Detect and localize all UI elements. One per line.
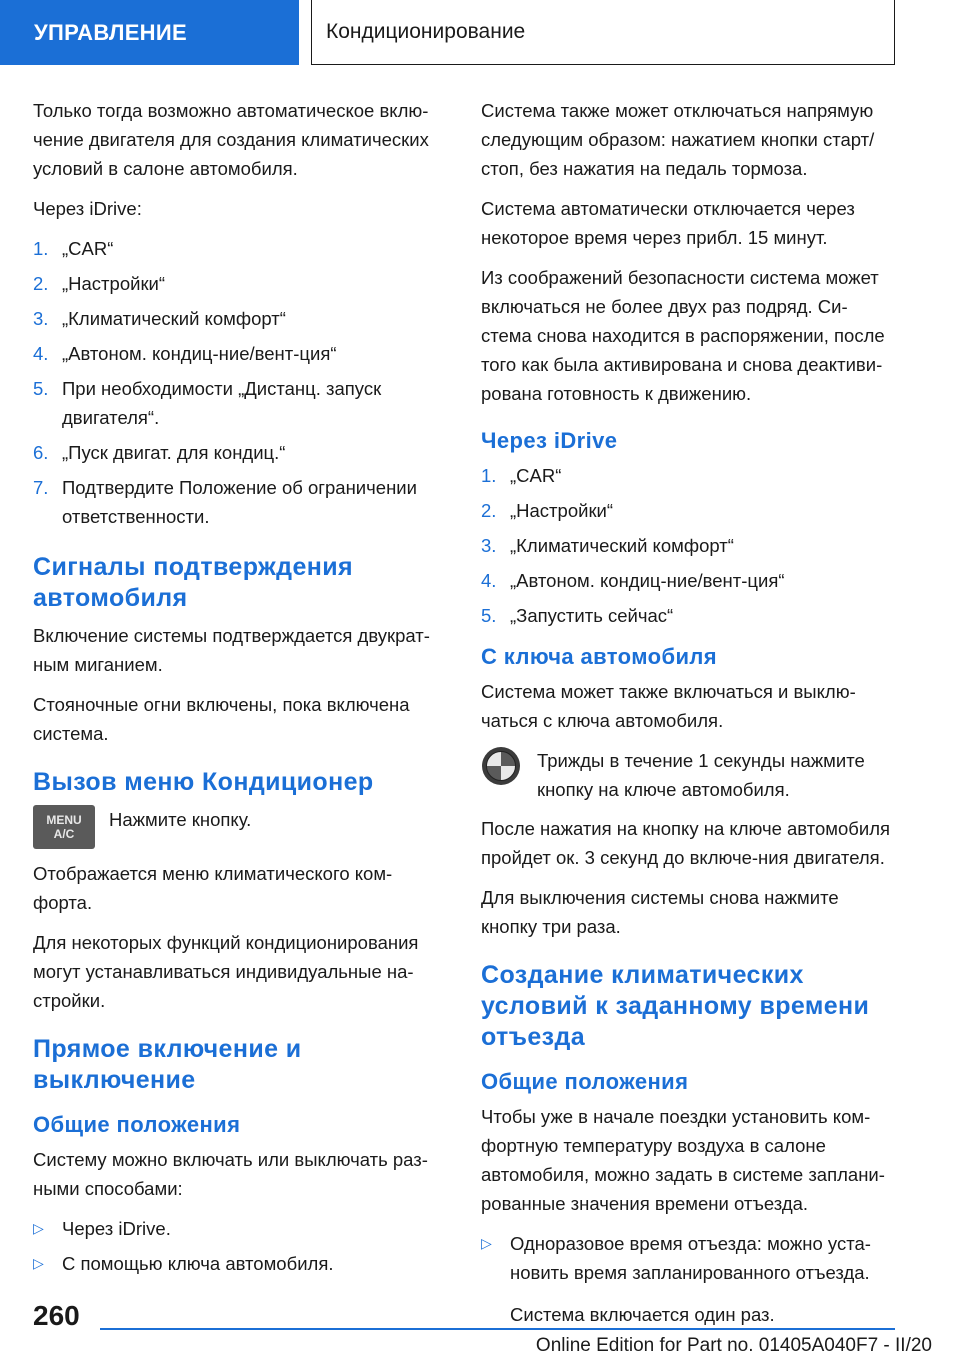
list-item bbox=[481, 461, 897, 490]
section-tab bbox=[0, 0, 299, 65]
list-item bbox=[481, 601, 897, 630]
step-text: „Настройки“ bbox=[62, 273, 166, 294]
topic-tab bbox=[311, 0, 895, 65]
list-item bbox=[33, 1249, 449, 1278]
paragraph: Только тогда возможно автоматическое вклю-чение двигателя для создания климатических условий в салоне автомобиля. bbox=[33, 100, 429, 179]
triangle-bullet-icon: ▷ bbox=[33, 1255, 44, 1271]
heading-general: Общие положения bbox=[481, 1069, 689, 1094]
step-number: 4. bbox=[33, 343, 49, 364]
key-instruction-row bbox=[481, 746, 897, 804]
bullet-text: Через iDrive. bbox=[62, 1218, 171, 1239]
step-number: 2. bbox=[33, 273, 49, 294]
paragraph: После нажатия на кнопку на ключе автомобиля пройдет ок. 3 секунд до включе-ния двигателя. bbox=[481, 818, 891, 868]
menu-ac-button-icon bbox=[33, 805, 95, 849]
ways-list bbox=[33, 1214, 449, 1278]
list-item bbox=[33, 438, 449, 467]
step-number: 1. bbox=[33, 238, 49, 259]
step-number: 6. bbox=[33, 442, 49, 463]
idrive-steps-list bbox=[481, 461, 897, 630]
list-item bbox=[33, 1214, 449, 1243]
list-item bbox=[33, 374, 449, 432]
menu-label: MENU bbox=[46, 813, 82, 827]
triangle-bullet-icon: ▷ bbox=[481, 1235, 492, 1251]
heading-general: Общие положения bbox=[33, 1112, 241, 1137]
heading-create: Создание климатических условий к заданному времени отъезда bbox=[481, 961, 870, 1051]
step-text: „Настройки“ bbox=[510, 500, 614, 521]
paragraph: Из соображений безопасности система может включаться не более двух раз подряд. Си-стема снова находится в распоряжении, после того как была активирована и снова деактиви-рована готовность к движению. bbox=[481, 267, 885, 404]
heading-idrive: Через iDrive bbox=[481, 428, 618, 453]
list-item bbox=[481, 1229, 897, 1287]
key-instruction-text: Трижды в течение 1 секунды нажмите кнопку на ключе автомобиля. bbox=[537, 750, 865, 800]
paragraph: Включение системы подтверждается двукрат-ным миганием. bbox=[33, 625, 430, 675]
step-number: 7. bbox=[33, 477, 49, 498]
list-item bbox=[33, 339, 449, 368]
page-number: 260 bbox=[33, 1300, 80, 1331]
paragraph: Для выключения системы снова нажмите кнопку три раза. bbox=[481, 887, 839, 937]
step-text: „Климатический комфорт“ bbox=[510, 535, 734, 556]
step-text: „Пуск двигат. для кондиц.“ bbox=[62, 442, 286, 463]
bullet-text: С помощью ключа автомобиля. bbox=[62, 1253, 334, 1274]
list-item bbox=[481, 566, 897, 595]
ac-label: A/C bbox=[53, 827, 75, 841]
step-number: 3. bbox=[33, 308, 49, 329]
step-text: При необходимости „Дистанц. запуск двигателя“. bbox=[62, 378, 382, 428]
departure-options-list bbox=[481, 1229, 897, 1287]
triangle-bullet-icon: ▷ bbox=[33, 1220, 44, 1236]
heading-direct: Прямое включение и выключение bbox=[33, 1035, 302, 1094]
list-item bbox=[33, 269, 449, 298]
paragraph: Систему можно включать или выключать раз-ными способами: bbox=[33, 1149, 428, 1199]
step-number: 5. bbox=[481, 605, 497, 626]
right-column bbox=[481, 96, 897, 1340]
paragraph: Система может также включаться и выклю-чаться с ключа автомобиля. bbox=[481, 681, 856, 731]
paragraph: Для некоторых функций кондиционирования могут устанавливаться индивидуальные на-стройки. bbox=[33, 932, 419, 1011]
step-text: „Автоном. кондиц-ние/вент-ция“ bbox=[510, 570, 785, 591]
step-number: 5. bbox=[33, 378, 49, 399]
paragraph: Система также может отключаться напрямую следующим образом: нажатием кнопки старт/стоп, без нажатия на педаль тормоза. bbox=[481, 100, 875, 179]
section-title: УПРАВЛЕНИЕ bbox=[34, 19, 187, 45]
step-number: 4. bbox=[481, 570, 497, 591]
step-text: „CAR“ bbox=[510, 465, 562, 486]
heading-key: С ключа автомобиля bbox=[481, 644, 717, 669]
option-note: Система включается один раз. bbox=[510, 1304, 775, 1325]
list-item bbox=[481, 531, 897, 560]
heading-signals: Сигналы подтверждения автомобиля bbox=[33, 553, 354, 612]
idrive-steps-list bbox=[33, 234, 449, 531]
bullet-text: Одноразовое время отъезда: можно уста-новить время запланированного отъезда. bbox=[510, 1233, 871, 1283]
paragraph: Отображается меню климатического ком-форта. bbox=[33, 863, 393, 913]
paragraph: Система автоматически отключается через некоторое время через прибл. 15 минут. bbox=[481, 198, 855, 248]
topic-title: Кондиционирование bbox=[326, 20, 526, 43]
bmw-key-icon bbox=[481, 746, 521, 786]
list-item bbox=[33, 304, 449, 333]
menu-button-row bbox=[33, 805, 449, 849]
footer-divider bbox=[100, 1328, 895, 1330]
list-item bbox=[33, 473, 449, 531]
step-number: 1. bbox=[481, 465, 497, 486]
left-column bbox=[33, 96, 449, 1291]
paragraph: Чтобы уже в начале поездки установить ком-фортную температуру воздуха в салоне автомобиля, можно задать в системе заплани-рованные значения времени отъезда. bbox=[481, 1106, 885, 1214]
step-text: Подтвердите Положение об ограничении ответственности. bbox=[62, 477, 417, 527]
paragraph: Стояночные огни включены, пока включена система. bbox=[33, 694, 410, 744]
paragraph: Через iDrive: bbox=[33, 198, 142, 219]
heading-menu: Вызов меню Кондиционер bbox=[33, 768, 374, 796]
list-item bbox=[33, 234, 449, 263]
edition-text: Online Edition for Part no. 01405A040F7 - II/20 bbox=[535, 1335, 932, 1356]
step-number: 3. bbox=[481, 535, 497, 556]
press-button-text: Нажмите кнопку. bbox=[109, 809, 252, 830]
step-text: „Запустить сейчас“ bbox=[510, 605, 674, 626]
step-number: 2. bbox=[481, 500, 497, 521]
step-text: „Климатический комфорт“ bbox=[62, 308, 286, 329]
step-text: „Автоном. кондиц-ние/вент-ция“ bbox=[62, 343, 337, 364]
step-text: „CAR“ bbox=[62, 238, 114, 259]
list-item bbox=[481, 496, 897, 525]
